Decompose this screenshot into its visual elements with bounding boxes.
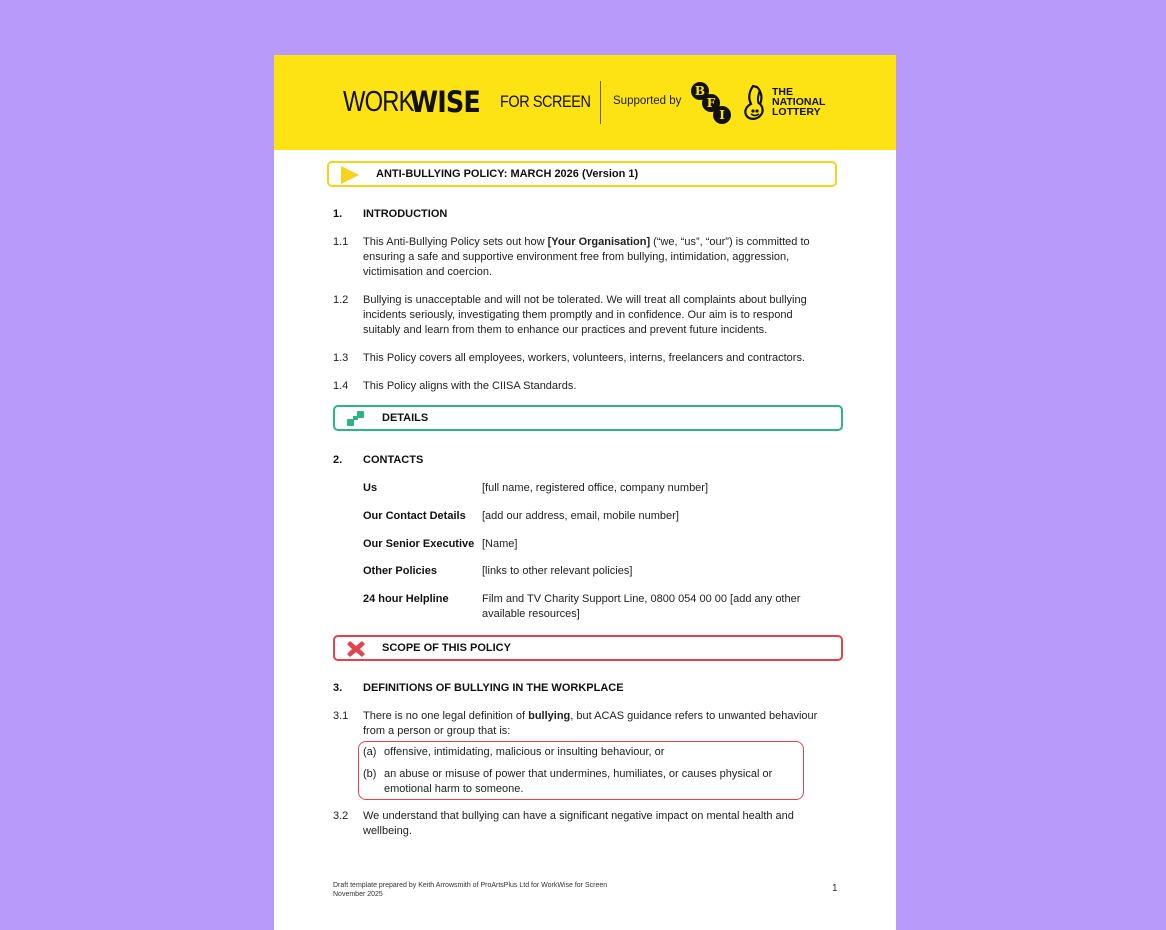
para-3-1-number: 3.1: [333, 710, 349, 722]
para-1-1-line-2: ensuring a safe and supportive environment free from bullying, intimidation, aggression,: [363, 251, 790, 263]
section-3-heading: DEFINITIONS OF BULLYING IN THE WORKPLACE: [363, 682, 624, 694]
contact-label-us: Us: [363, 482, 378, 494]
para-1-2-line-3: suitably and learn from them to enhance our practices and prevent future incidents.: [363, 324, 768, 336]
svg-text:B: B: [694, 84, 706, 98]
lottery-line-2: NATIONAL: [772, 96, 826, 108]
para-1-1: [363, 235, 863, 280]
policy-title-box: [327, 161, 837, 187]
svg-text:F: F: [706, 96, 716, 110]
item-a-marker: (a): [363, 746, 377, 758]
para-1-2-line-2: incidents seriously, investigating them promptly and in confidence. Our aim is to respond: [363, 309, 793, 321]
brand-work-text: WORK: [343, 85, 414, 118]
brand-screen-text: FOR SCREEN: [500, 92, 591, 111]
contact-label-senior-exec: Our Senior Executive: [363, 538, 475, 550]
details-box: [333, 405, 843, 431]
contact-value-helpline: [482, 592, 827, 622]
para-3-2-number: 3.2: [333, 810, 349, 822]
svg-text:I: I: [719, 108, 725, 122]
lottery-line-1: THE: [772, 86, 793, 98]
para-3-1-text-a: There is no one legal definition of: [363, 710, 529, 722]
contact-label-details: Our Contact Details: [363, 510, 466, 522]
section-3-number: 3.: [333, 682, 343, 694]
item-b-line-2: emotional harm to someone.: [384, 783, 524, 795]
para-1-1-number: 1.1: [333, 236, 349, 248]
para-3-2: [363, 809, 863, 839]
section-1-number: 1.: [333, 208, 343, 220]
section-1-heading: INTRODUCTION: [363, 208, 448, 220]
green-squares-icon: [345, 409, 367, 429]
header-banner: [274, 55, 896, 150]
footer-line-2: November 2025: [333, 891, 383, 898]
para-1-1-line-3: victimisation and coercion.: [363, 266, 493, 278]
para-1-2-number: 1.2: [333, 294, 349, 306]
helpline-line-2: available resources]: [482, 608, 580, 620]
para-1-1-text-c: (“we, “us”, “our”) is committed to: [650, 236, 810, 248]
lottery-crossed-fingers-icon: [739, 82, 775, 122]
section-2-heading: CONTACTS: [363, 454, 424, 466]
contact-label-policies: Other Policies: [363, 565, 437, 577]
workwise-logo: [343, 85, 591, 119]
helpline-line-1: Film and TV Charity Support Line, 0800 054 00 00 [add any other: [482, 593, 801, 605]
bullying-term: bullying: [528, 710, 571, 722]
lottery-line-3: LOTTERY: [772, 106, 821, 118]
contact-value-us: [full name, registered office, company number]: [482, 482, 709, 494]
para-1-2-line-1: Bullying is unacceptable and will not be tolerated. We will treat all complaints about bullying: [363, 294, 807, 306]
para-1-3-number: 1.3: [333, 352, 349, 364]
contact-label-helpline: 24 hour Helpline: [363, 593, 449, 605]
item-b-marker: (b): [363, 768, 377, 780]
contact-value-details: [add our address, email, mobile number]: [482, 510, 679, 522]
item-b-line-1: an abuse or misuse of power that undermines, humiliates, or causes physical or: [384, 768, 773, 780]
contact-value-policies: [links to other relevant policies]: [482, 565, 633, 577]
item-b-text: [384, 767, 804, 797]
page-number: 1: [832, 883, 838, 894]
para-1-3: This Policy covers all employees, workers, volunteers, interns, freelancers and contractors.: [363, 352, 806, 364]
para-1-4: This Policy aligns with the CIISA Standards.: [363, 380, 577, 392]
scope-box: [333, 635, 843, 661]
para-1-4-number: 1.4: [333, 380, 349, 392]
play-arrow-icon: [339, 165, 361, 185]
policy-title: ANTI-BULLYING POLICY: MARCH 2026 (Version 1): [376, 168, 639, 180]
para-3-2-line-2: wellbeing.: [363, 825, 412, 837]
brand-wise-text: WISE: [410, 85, 480, 119]
para-3-1: [363, 709, 863, 739]
para-1-2: [363, 293, 863, 338]
organisation-placeholder: [Your Organisation]: [547, 236, 651, 248]
document-page: [274, 55, 896, 930]
para-1-1-text-a: This Anti-Bullying Policy sets out how: [363, 236, 548, 248]
contact-value-senior-exec: [Name]: [482, 538, 518, 550]
para-3-2-line-1: We understand that bullying can have a significant negative impact on mental health and: [363, 810, 794, 822]
page-footer: [333, 881, 607, 899]
para-3-1-line-2: from a person or group that is:: [363, 725, 511, 737]
supported-by-text: Supported by: [613, 95, 682, 107]
bfi-logo: [688, 80, 734, 126]
scope-label: SCOPE OF THIS POLICY: [382, 642, 511, 654]
red-cross-icon: [345, 639, 367, 659]
details-label: DETAILS: [382, 412, 429, 424]
footer-line-1: Draft template prepared by Keith Arrowsmith of ProArtsPlus Ltd for WorkWise for Screen: [333, 882, 608, 889]
national-lottery-text: [772, 87, 825, 117]
section-2-number: 2.: [333, 454, 343, 466]
header-divider: [600, 81, 601, 124]
item-a-text: offensive, intimidating, malicious or insulting behaviour, or: [384, 746, 665, 758]
para-3-1-text-c: , but ACAS guidance refers to unwanted behaviour: [570, 710, 818, 722]
